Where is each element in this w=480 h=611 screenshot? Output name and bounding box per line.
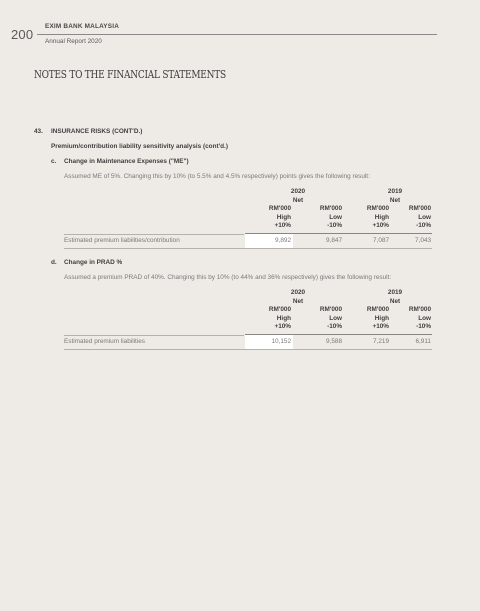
part-d-col-header: RM'000 High +10% <box>268 306 291 330</box>
bank-name: EXIM BANK MALAYSIA <box>45 23 120 30</box>
part-d-year-2020: 2020 Net <box>290 289 306 305</box>
table-cell: 7,219 <box>373 338 389 345</box>
part-c-title: Change in Maintenance Expenses ("ME") <box>64 158 189 165</box>
part-d-row-label: Estimated premium liabilities <box>64 338 145 345</box>
part-d-col-header: RM'000 Low -10% <box>408 306 431 330</box>
table-cell: 9,588 <box>326 338 342 345</box>
note-subtitle: Premium/contribution liability sensitivity analysis (cont'd.) <box>51 143 228 150</box>
table-divider <box>64 335 244 336</box>
table-cell: 7,087 <box>373 237 389 244</box>
part-c-col-header: RM'000 High +10% <box>268 205 291 229</box>
part-c-year-2020: 2020 Net <box>290 188 306 204</box>
part-d-col-header: RM'000 Low -10% <box>319 306 342 330</box>
table-cell: 10,152 <box>271 338 291 345</box>
table-divider <box>64 248 432 249</box>
table-cell: 9,892 <box>275 237 291 244</box>
table-divider <box>64 234 244 235</box>
part-c-col-header: RM'000 Low -10% <box>408 205 431 229</box>
section-title: NOTES TO THE FINANCIAL STATEMENTS <box>34 67 226 81</box>
table-cell: 7,043 <box>415 237 431 244</box>
part-d-label: d. <box>51 259 57 266</box>
table-cell: 6,911 <box>415 338 431 345</box>
table-cell: 9,847 <box>326 237 342 244</box>
part-c-col-header: RM'000 Low -10% <box>319 205 342 229</box>
part-d-title: Change in PRAD % <box>64 259 123 266</box>
part-d-year-2019: 2019 Net <box>387 289 403 305</box>
part-c-description: Assumed ME of 5%. Changing this by 10% (to 5.5% and 4.5% respectively) points gives the following result: <box>64 173 370 180</box>
page-number: 200 <box>11 27 34 42</box>
part-c-year-2019: 2019 Net <box>387 188 403 204</box>
part-c-row-label: Estimated premium liabilities/contribution <box>64 237 180 244</box>
part-d-description: Assumed a premium PRAD of 40%. Changing this by 10% (to 44% and 36% respectively) gives the following result: <box>64 274 392 281</box>
part-d-col-header: RM'000 High +10% <box>366 306 389 330</box>
note-number: 43. <box>34 128 43 135</box>
header-divider <box>37 34 437 35</box>
table-divider <box>64 349 432 350</box>
report-title: Annual Report 2020 <box>45 38 102 45</box>
part-c-col-header: RM'000 High +10% <box>366 205 389 229</box>
note-title: INSURANCE RISKS (CONT'D.) <box>51 128 143 135</box>
part-c-label: c. <box>51 158 57 165</box>
